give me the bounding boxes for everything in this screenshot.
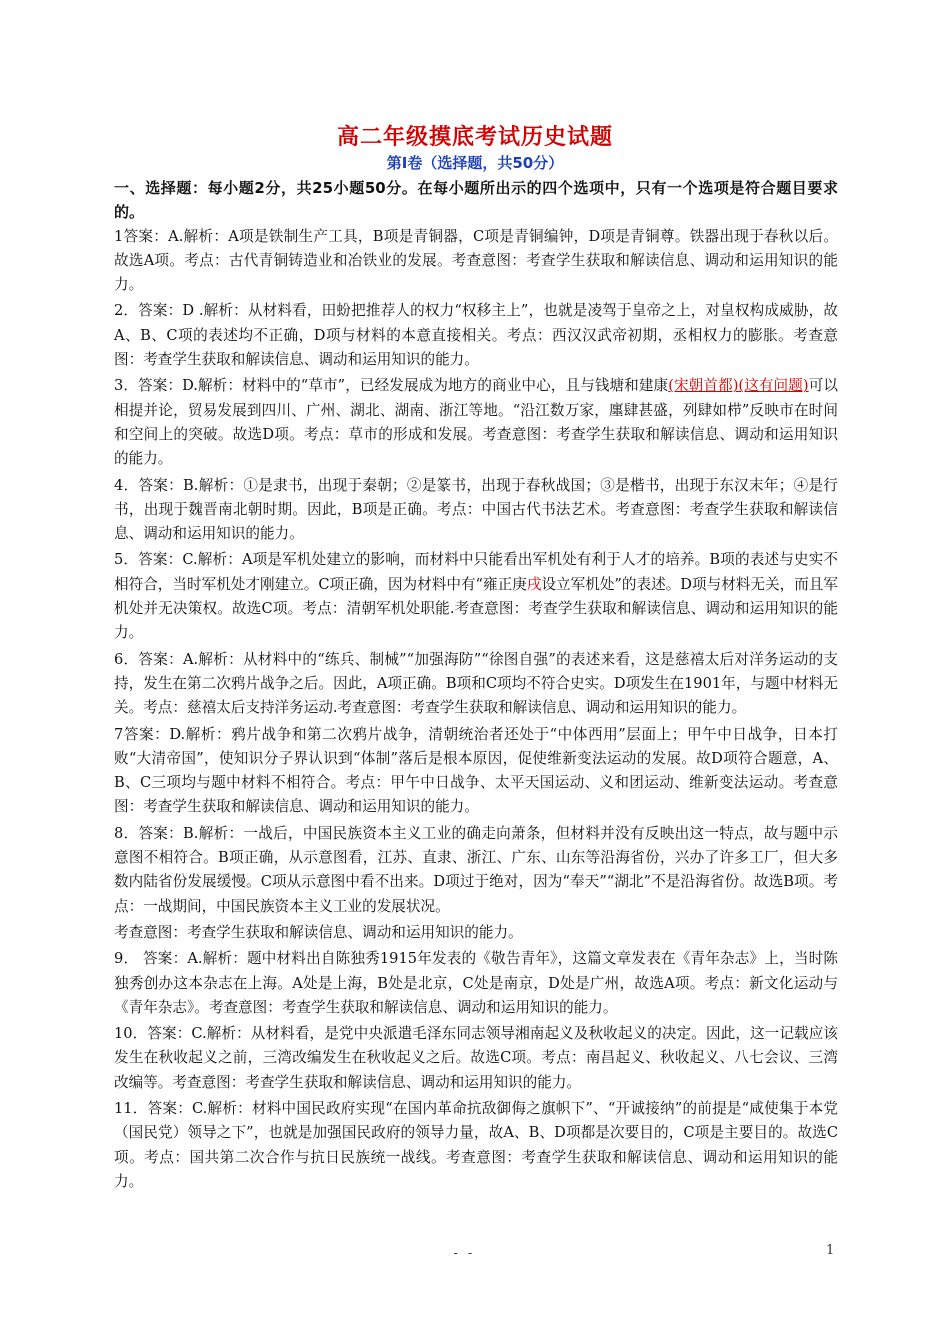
answer-7: 7答案：D.解析：鸦片战争和第二次鸦片战争，清朝统治者还处于“中体西用”层面上；甲午中日战争，日本打败“大清帝国”，使知识分子界认识到“体制”落后是根本原因，促使维新变法运动的发展。故D项符合题意，A、B、C三项均与题中材料不相符合。考点：甲午中日战争、太平天国运动、义和团运动、维新变法运动。考查意图：考查学生获取和解读信息、调动和运用知识的能力。 <box>114 725 838 816</box>
answer-3-note[interactable]: (宋朝首都)(这有问题) <box>668 377 809 395</box>
answer-8-intent: 考查意图：考查学生获取和解读信息、调动和运用知识的能力。 <box>114 923 523 941</box>
answer-3 <box>114 374 838 471</box>
answer-5-text-before: 5．答案：C.解析：A项是军机处建立的影响，而材料中只能看出军机处有利于人才的培养。B项的表述与史实不相符合，当时军机处才刚建立。C项正确，因为材料中有“雍正庚 <box>114 551 838 593</box>
answer-5-text-after: 设立军机处”的表述。D项与材料无关，而且军机处并无决策权。故选C项。考点：清朝军机处职能.考查意图：考查学生获取和解读信息、调动和运用知识的能力。 <box>114 575 838 642</box>
answer-1: 1答案：A.解析：A项是铁制生产工具，B项是青铜器，C项是青铜编钟，D项是青铜尊。铁器出现于春秋以后。故选A项。考点：古代青铜铸造业和冶铁业的发展。考查意图：考查学生获取和解读信息、调动和运用知识的能力。 <box>114 227 838 294</box>
answer-8: 8．答案：B.解析：一战后，中国民族资本主义工业的确走向萧条，但材料并没有反映出这一特点，故与题中示意图不相符合。B项正确，从示意图看，江苏、直隶、浙江、广东、山东等沿海省份，兴办了许多工厂，但大多数内陆省份发展缓慢。C项从示意图中看不出来。D项过于绝对，因为“奉天”“湖北”不是沿海省份。故选B项。考点：一战期间，中国民族资本主义工业的发展状况。 <box>114 824 838 915</box>
answer-4: 4．答案：B.解析：①是隶书，出现于秦朝；②是篆书，出现于春秋战国；③是楷书，出现于东汉末年；④是行书，出现于魏晋南北朝时期。因此，B项是正确。考点：中国古代书法艺术。考查意图：考查学生获取和解读信息、调动和运用知识的能力。 <box>114 476 838 543</box>
page-number: 1 <box>826 1243 835 1258</box>
page-title: 高二年级摸底考试历史试题 <box>336 125 613 150</box>
answer-3-text-after: 可以相提并论，贸易发展到四川、广州、湖北、湖南、浙江等地。“沿江数万家，廛肆甚盛，列肆如栉”反映市在时间和空间上的突破。故选D项。考点：草市的形成和发展。考查意图：考查学生获取和解读信息、调动和运用知识的能力。 <box>114 377 838 468</box>
answer-5-highlight: 戌 <box>526 575 542 593</box>
footer-dash: - - <box>452 1246 474 1260</box>
answer-5 <box>114 548 838 645</box>
answer-11: 11．答案：C.解析：材料中国民政府实现“在国内革命抗敌御侮之旗帜下”、“开诚接纳”的前提是“咸使集于本党（国民党）领导之下”，也就是加强国民政府的领导力量，故A、B、D项都是次要目的，C项是主要目的。故选C项。考点：国共第二次合作与抗日民族统一战线。考查意图：考查学生获取和解读信息、调动和运用知识的能力。 <box>114 1099 838 1190</box>
answer-3-text-before: 3．答案：D.解析：材料中的“草市”，已经发展成为地方的商业中心，且与钱塘和建康 <box>114 377 669 395</box>
answer-10: 10．答案：C.解析：从材料看，是党中央派遣毛泽东同志领导湘南起义及秋收起义的决定。因此，这一记载应该发生在秋收起义之前，三湾改编发生在秋收起义之后。故选C项。考点：南昌起义、秋收起义、八七会议、三湾改编等。考查意图：考查学生获取和解读信息、调动和运用知识的能力。 <box>114 1025 838 1091</box>
answer-9: 9． 答案：A.解析：题中材料出自陈独秀1915年发表的《敬告青年》，这篇文章发表在《青年杂志》上，当时陈独秀创办这本杂志在上海。A处是上海，B处是北京，C处是南京，D处是广州，故选A项。考点：新文化运动与《青年杂志》。考查意图：考查学生获取和解读信息、调动和运用知识的能力。 <box>114 950 838 1016</box>
answer-6: 6．答案：A.解析：从材料中的“练兵、制械”“加强海防”“徐图自强”的表述来看，这是慈禧太后对洋务运动的支持，发生在第二次鸦片战争之后。因此，A项正确。B项和C项均不符合史实。D项发生在1901年，与题中材料无关。考点：慈禧太后支持洋务运动.考查意图：考查学生获取和解读信息、调动和运用知识的能力。 <box>114 650 838 717</box>
page-subtitle: 第Ⅰ卷（选择题，共50分） <box>386 154 564 172</box>
document-body <box>114 176 838 1196</box>
answer-2: 2．答案：D .解析：从材料看，田蚡把推荐人的权力“权移主上”，也就是凌驾于皇帝之上，对皇权构成威胁，故A、B、C项的表述均不正确，D项与材料的本意直接相关。考点：西汉汉武帝初期，丞相权力的膨胀。考查意图：考查学生获取和解读信息、调动和运用知识的能力。 <box>114 302 838 369</box>
section-heading: 一、选择题：每小题2分，共25小题50分。在每小题所出示的四个选项中，只有一个选项是符合题目要求的。 <box>114 179 838 222</box>
